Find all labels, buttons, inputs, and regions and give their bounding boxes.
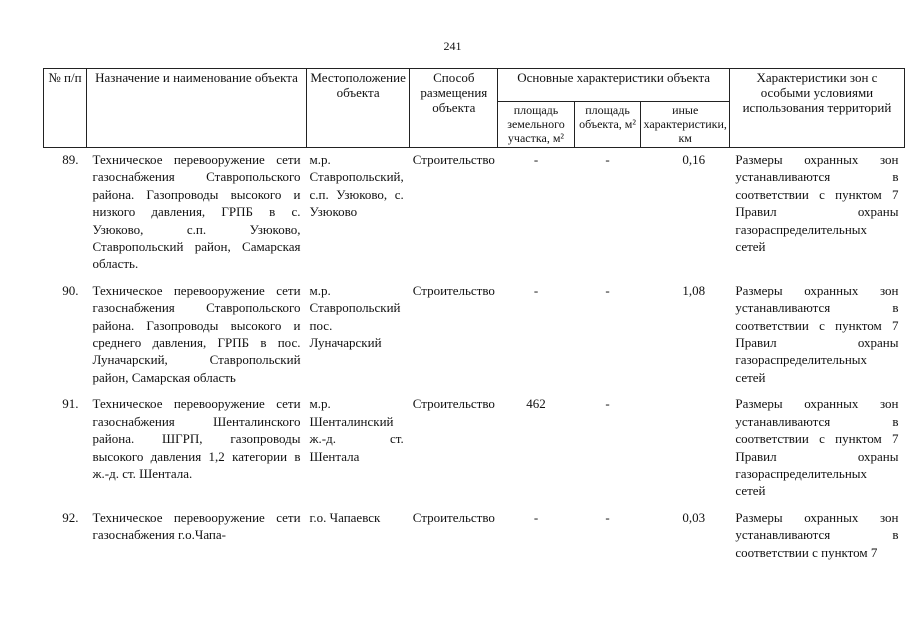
row-number: 92. [62, 509, 79, 525]
header-method: Способ размещения объекта [410, 69, 498, 148]
table-row [44, 509, 905, 570]
object-area: - [605, 152, 610, 167]
object-name: Техническое перевооружение сети газоснабжения Ставропольского района. Газопроводы высокого и среднего давления, ГРПБ в пос. Луначарский, Ставропольский район, Самарская область [92, 282, 301, 385]
header-main-characteristics: Основные характеристики объекта [498, 69, 729, 102]
other-characteristics [641, 395, 729, 508]
land-area: - [533, 152, 539, 167]
header-num: № п/п [44, 69, 87, 148]
zone-characteristics: Размеры охранных зон устанавливаются в соответствии с пунктом 7 [735, 509, 899, 560]
header-other-characteristics: иные характеристики, км [641, 102, 729, 148]
table-row [44, 282, 905, 395]
object-name: Техническое перевооружение сети газоснабжения г.о.Чапа- [92, 509, 301, 543]
object-name: Техническое перевооружение сети газоснабжения Шенталинского района. ШГРП, газопроводы высокого давления 1,2 категории в ж.-д. ст. Шентала. [92, 396, 301, 481]
object-location: м.р. Шенталинский ж.-д. ст. Шентала [309, 396, 404, 464]
zone-characteristics: Размеры охранных зон устанавливаются в соответствии с пунктом 7 Правил охраны газораспределительных сетей [735, 152, 899, 255]
land-area: - [533, 509, 539, 525]
placement-method: Строительство [412, 152, 495, 167]
placement-method: Строительство [412, 282, 495, 298]
row-number: 90. [62, 282, 79, 298]
header-zones: Характеристики зон с особыми условиями использования территорий [729, 69, 904, 148]
object-name: Техническое перевооружение сети газоснабжения Ставропольского района. Газопроводы высокого и низкого давления, ГРПБ в с. Узюково, с.п. Узюково, Ставропольский район, Самарская область. [92, 152, 301, 272]
header-object-area: площадь объекта, м² [574, 102, 641, 148]
table-row [44, 148, 905, 282]
land-area: - [533, 282, 539, 298]
zone-characteristics: Размеры охранных зон устанавливаются в соответствии с пунктом 7 Правил охраны газораспределительных сетей [735, 282, 899, 385]
row-number: 91. [62, 396, 79, 412]
row-number: 89. [62, 152, 79, 167]
object-location: м.р. Ставропольский, с.п. Узюково, с. Узюково [309, 152, 404, 220]
table-row [44, 395, 905, 508]
header-row [44, 69, 905, 102]
header-name: Назначение и наименование объекта [87, 69, 307, 148]
other-characteristics: 1,08 [682, 282, 706, 298]
object-area: - [605, 509, 610, 525]
placement-method: Строительство [412, 396, 495, 412]
object-location: м.р. Ставропольский пос. Луначарский [309, 282, 401, 351]
object-location: г.о. Чапаевск [309, 509, 381, 525]
page-number: 241 [443, 39, 462, 53]
object-area: - [605, 282, 610, 298]
header-location: Местоположение объекта [307, 69, 410, 148]
header-land-area: площадь земельного участка, м² [498, 102, 574, 148]
objects-table [43, 68, 905, 570]
other-characteristics: 0,03 [682, 509, 706, 525]
other-characteristics: 0,16 [682, 152, 706, 167]
zone-characteristics: Размеры охранных зон устанавливаются в соответствии с пунктом 7 Правил охраны газораспределительных сетей [735, 396, 899, 499]
object-area: - [605, 396, 610, 412]
placement-method: Строительство [412, 509, 495, 525]
land-area: 462 [526, 396, 546, 412]
